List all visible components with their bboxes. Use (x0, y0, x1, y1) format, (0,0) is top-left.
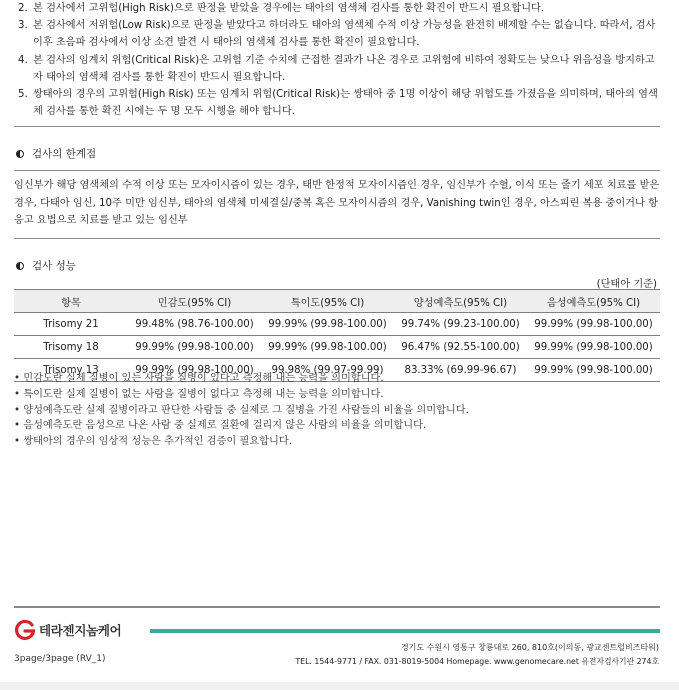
note-item: 4. 본 검사의 임계치 위험(Critical Risk)은 고위험 기준 수치에 근접한 결과가 나온 경우로 고위험에 비하여 정확도는 낮으나 위음성을 방지하고자 태아의 염색체 검사를 통한 확진이 반드시 필요합니다. (18, 54, 655, 83)
page-bottom-edge (0, 682, 679, 690)
note-item: 3. 본 검사에서 저위험(Low Risk)으로 판정을 받았다고 하더라도 태아의 염색체 수적 이상 가능성을 완전히 배제할 수는 없습니다. 따라서, 검사 이후 초음파 검사에서 이상 소견 발견 시 태아의 염색체 검사를 통한 확진이 필요합니다. (18, 20, 656, 49)
unit-note: (단태아 기준) (596, 279, 657, 290)
table-row (14, 336, 660, 359)
table-cell: 99.98% (99.97-99.99) (261, 359, 394, 382)
table-cell: Trisomy 18 (14, 336, 128, 359)
table-header-row (14, 290, 660, 313)
accent-bar (150, 629, 660, 633)
table-cell: 99.74% (99.23-100.00) (394, 313, 527, 336)
divider (14, 126, 660, 127)
logo-g-icon (14, 619, 36, 641)
company-logo (14, 619, 121, 641)
table-cell: 99.99% (99.98-100.00) (527, 359, 660, 382)
limits-heading: 검사의 한계점 (16, 146, 96, 161)
definitions-list (14, 371, 469, 450)
col-header: 민감도(95% CI) (128, 290, 261, 313)
table-cell: 99.99% (99.98-100.00) (261, 313, 394, 336)
table-cell: Trisomy 21 (14, 313, 128, 336)
table-cell: 99.48% (98.76-100.00) (128, 313, 261, 336)
performance-heading: 검사 성능 (16, 258, 76, 273)
table-cell: 99.99% (99.98-100.00) (527, 336, 660, 359)
col-header: 양성예측도(95% CI) (394, 290, 527, 313)
notes-section (18, 0, 663, 120)
note-item: 5. 쌍태아의 경우의 고위험(High Risk) 또는 임계치 위험(Critical Risk)는 쌍태아 중 1명 이상이 해당 위험도를 가졌음을 의미하며, 태아의 염색체 검사를 통한 확진 시에는 두 명 모두 시행을 해야 합니다. (18, 88, 658, 117)
company-contact: TEL. 1544-9771 / FAX. 031-8019-5004 Homepage. www.genomecare.net 유전자검사기관 274호 (295, 657, 659, 666)
half-circle-icon (16, 150, 24, 158)
table-cell: Trisomy 13 (14, 359, 128, 382)
definition-item: • 민감도란 실제 질병이 있는 사람을 질병이 있다고 측정해 내는 능력을 의미합니다. (14, 371, 469, 387)
table-row (14, 313, 660, 336)
col-header: 음성예측도(95% CI) (527, 290, 660, 313)
page-number: 3page/3page (RV_1) (14, 654, 106, 664)
table-cell: 99.99% (99.98-100.00) (527, 313, 660, 336)
company-name: 테라젠지놈케어 (39, 623, 122, 638)
definition-item: • 양성예측도란 실제 질병이라고 판단한 사람들 중 실제로 그 질병을 가진 사람들의 비율을 의미합니다. (14, 403, 469, 419)
footer-divider (14, 606, 660, 608)
table-cell: 99.99% (99.98-100.00) (128, 336, 261, 359)
col-header: 항목 (14, 290, 128, 313)
company-address: 경기도 수원시 영통구 창룡대로 260, 810호(이의동, 광교센트럴비즈타워) (400, 643, 659, 652)
table-cell: 99.99% (99.98-100.00) (128, 359, 261, 382)
half-circle-icon (16, 262, 24, 270)
col-header: 특이도(95% CI) (261, 290, 394, 313)
divider (14, 238, 660, 239)
definition-item: • 쌍태아의 경우의 임상적 성능은 추가적인 검증이 필요합니다. (14, 434, 469, 450)
table-cell: 96.47% (92.55-100.00) (394, 336, 527, 359)
performance-table (14, 289, 660, 382)
note-item: 2. 본 검사에서 고위험(High Risk)으로 판정을 받았을 경우에는 태아의 염색체 검사를 통한 확진이 반드시 필요합니다. (18, 3, 545, 14)
limits-text: 임신부가 해당 염색체의 수적 이상 또는 모자이시즘이 있는 경우, 태반 한정적 모자이시즘인 경우, 임신부가 수혈, 이식 또는 줄기 세포 치료를 받은 경우, 다태아 임신, 10주 미만 임신부, 태아의 염색체 미세결실/중복 혹은 모자이시즘의 경우, Vanishing twin인 경우, 아스피린 복용 중이거나 항 응고 요법으로 치료를 받고 있는 임신부 (14, 180, 660, 226)
table-cell: 83.33% (69.99-96.67) (394, 359, 527, 382)
definition-item: • 특이도란 실제 질병이 없는 사람을 질병이 없다고 측정해 내는 능력을 의미합니다. (14, 387, 469, 403)
table-cell: 99.99% (99.98-100.00) (261, 336, 394, 359)
definition-item: • 음성예측도란 음성으로 나온 사람 중 실제로 질환에 걸리지 않은 사람의 비율을 의미합니다. (14, 418, 469, 434)
divider (14, 170, 660, 171)
